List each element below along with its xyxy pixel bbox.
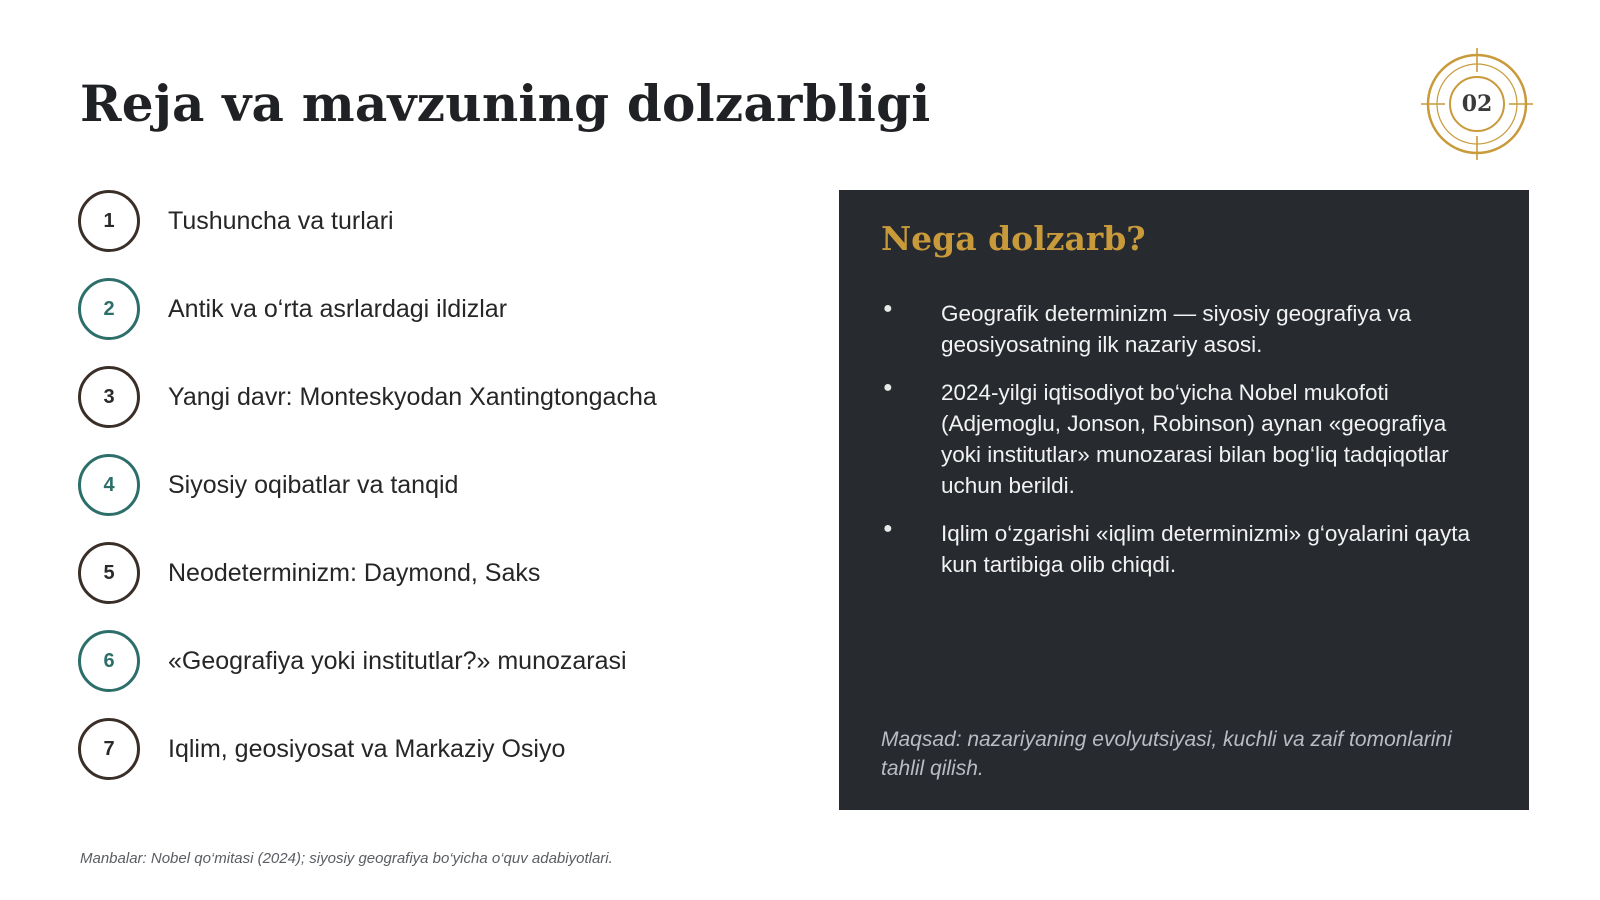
bullet-item xyxy=(881,377,1489,501)
agenda-item-4 xyxy=(78,454,798,542)
agenda-label-5: Neodeterminizm: Daymond, Saks xyxy=(168,559,541,587)
agenda-item-2 xyxy=(78,278,798,366)
bullet-dot-icon: ● xyxy=(883,520,893,537)
bullet-item xyxy=(881,518,1489,580)
slide-title: Reja va mavzuning dolzarbligi xyxy=(80,74,931,133)
slide-number-badge xyxy=(1419,46,1535,162)
agenda-label-7: Iqlim, geosiyosat va Markaziy Osiyo xyxy=(168,735,566,763)
agenda-item-6 xyxy=(78,630,798,718)
relevance-bullets xyxy=(881,298,1489,580)
bullet-dot-icon: ● xyxy=(883,379,893,396)
bullet-text: 2024-yilgi iqtisodiyot bo‘yicha Nobel mukofoti (Adjemoglu, Jonson, Robinson) aynan «geografiya yoki institutlar» munozarasi bilan bog‘liq tadqiqotlar uchun berildi. xyxy=(941,380,1449,498)
bullet-dot-icon: ● xyxy=(883,300,893,317)
bullet-text: Iqlim o‘zgarishi «iqlim determinizmi» g‘oyalarini qayta kun tartibiga olib chiqdi. xyxy=(941,521,1470,577)
agenda-label-6: «Geografiya yoki institutlar?» munozarasi xyxy=(168,647,627,675)
agenda-number-1: 1 xyxy=(78,190,140,252)
bullet-item xyxy=(881,298,1489,360)
agenda-number-2: 2 xyxy=(78,278,140,340)
agenda-number-7: 7 xyxy=(78,718,140,780)
sources-footnote: Manbalar: Nobel qo‘mitasi (2024); siyosiy geografiya bo‘yicha o‘quv adabiyotlari. xyxy=(80,850,613,867)
agenda-item-3 xyxy=(78,366,798,454)
slide-number: 02 xyxy=(1461,91,1493,117)
bullet-text: Geografik determinizm — siyosiy geografiya va geosiyosatning ilk nazariy asosi. xyxy=(941,301,1412,357)
panel-title: Nega dolzarb? xyxy=(881,219,1146,258)
agenda-item-1 xyxy=(78,190,798,278)
agenda-label-2: Antik va o‘rta asrlardagi ildizlar xyxy=(168,295,508,323)
agenda-number-3: 3 xyxy=(78,366,140,428)
agenda-item-5 xyxy=(78,542,798,630)
agenda-number-5: 5 xyxy=(78,542,140,604)
relevance-panel xyxy=(839,190,1529,810)
agenda-number-4: 4 xyxy=(78,454,140,516)
agenda-label-4: Siyosiy oqibatlar va tanqid xyxy=(168,471,459,499)
agenda-label-3: Yangi davr: Monteskyodan Xantingtongacha xyxy=(168,383,657,411)
agenda-number-6: 6 xyxy=(78,630,140,692)
goal-statement: Maqsad: nazariyaning evolyutsiyasi, kuchli va zaif tomonlarini tahlil qilish. xyxy=(881,728,1452,780)
agenda-item-7 xyxy=(78,718,798,806)
agenda-label-1: Tushuncha va turlari xyxy=(168,207,394,235)
agenda-list xyxy=(78,190,798,806)
